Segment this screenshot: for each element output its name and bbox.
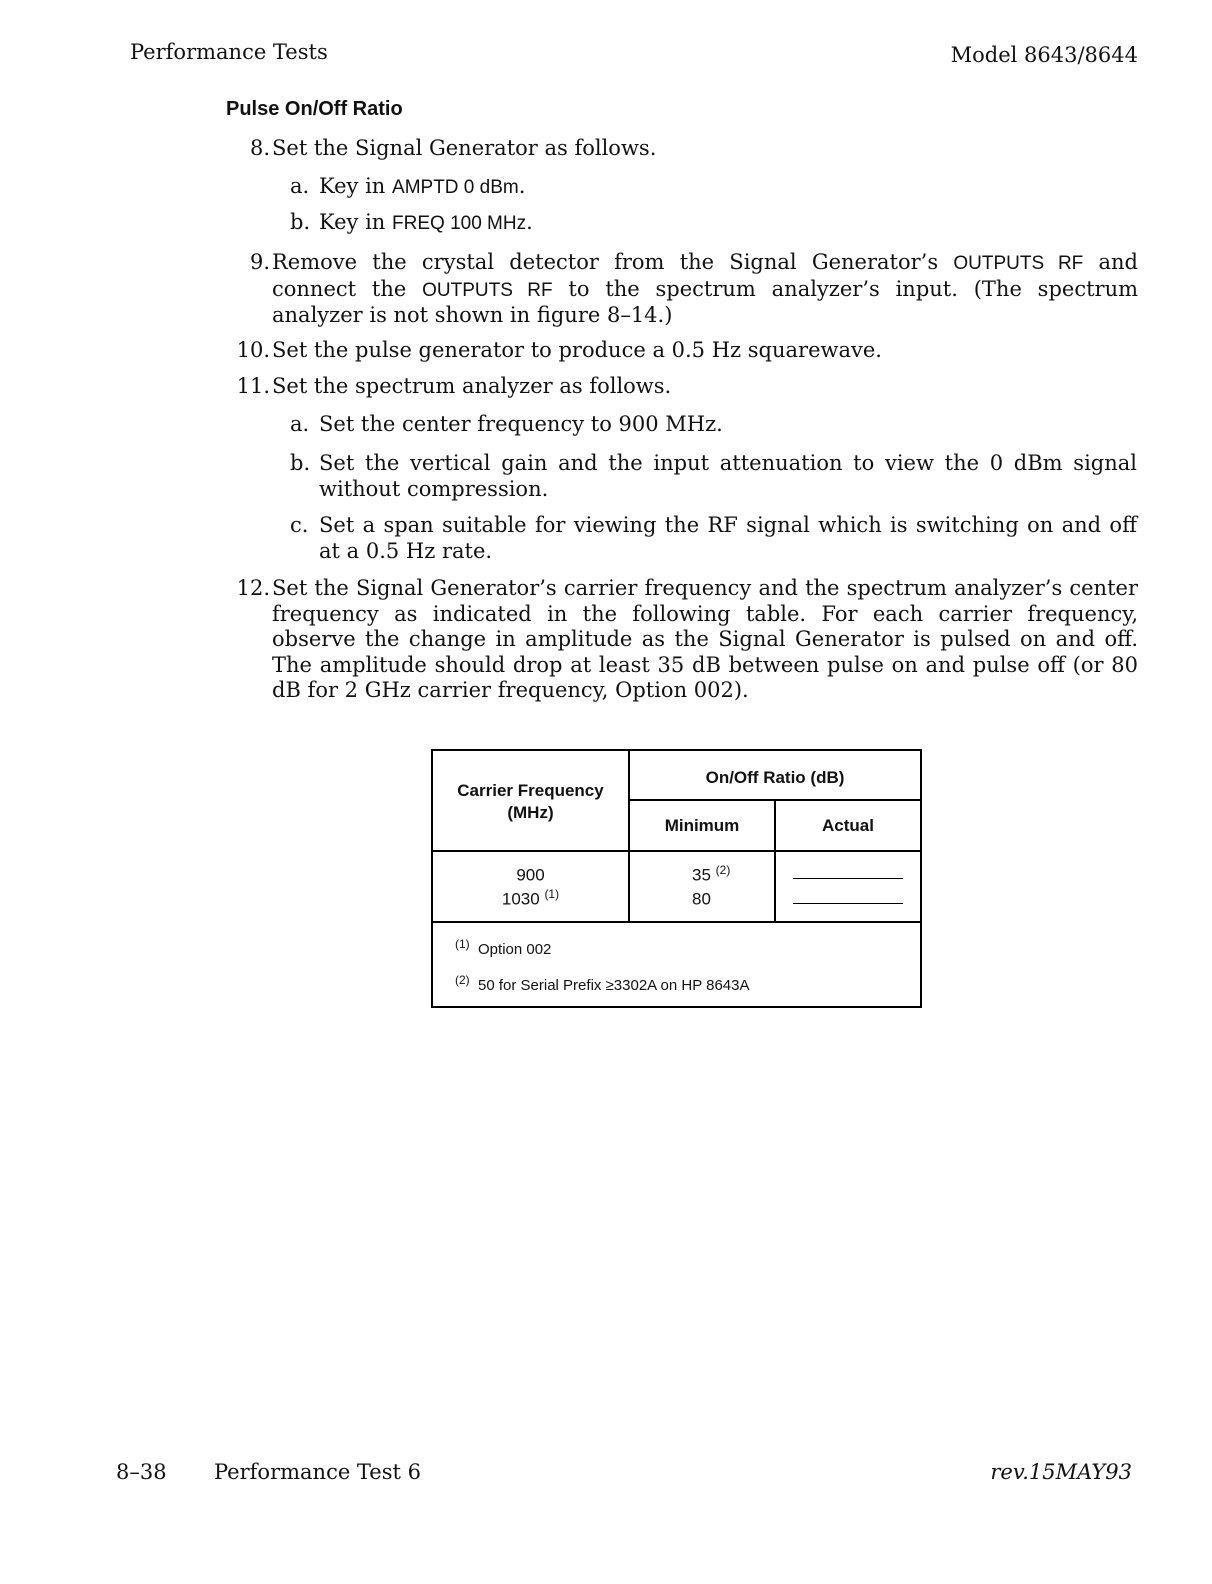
minimum-value: 35 <box>692 865 711 885</box>
step-text: Set the Signal Generator as follows. <box>272 136 657 160</box>
substep-text <box>319 210 533 237</box>
connector-label: OUTPUTS RF <box>953 253 1084 274</box>
text: to the spectrum analyzer’s input. (The spectrum analyzer is not shown in figure 8–14.) <box>272 276 1139 327</box>
substep-text <box>319 174 525 201</box>
step-number: 9. <box>249 250 270 274</box>
footnote-mark: (1) <box>544 887 560 901</box>
key-command: FREQ 100 MHz <box>392 213 527 234</box>
step-number: 10. <box>236 338 270 362</box>
substep-label: c. <box>290 513 309 537</box>
step-text: Set the Signal Generator’s carrier frequency and the spectrum analyzer’s center frequency as indicated in the following table. For each carrier frequency, observe the change in amplitude as the Signal Generator is pulsed on and off. The amplitude should drop at least 35 dB between pulse on and pulse off (or 80 dB for 2 GHz carrier frequency, Option 002). <box>272 576 1138 702</box>
step-text: Set the pulse generator to produce a 0.5 Hz squarewave. <box>272 338 882 362</box>
footnote-text: Option 002 <box>478 941 552 958</box>
text: and connect the <box>272 250 1138 301</box>
running-header-left: Performance Tests <box>130 40 328 64</box>
carrier-frequency-value: 1030 <box>501 889 540 909</box>
column-header-carrier-frequency <box>433 780 628 824</box>
table-row <box>433 887 628 910</box>
punct: . <box>526 210 533 234</box>
step-text: Set the spectrum analyzer as follows. <box>272 374 672 398</box>
substep-text: Set the center frequency to 900 MHz. <box>319 412 723 436</box>
text: Remove the crystal detector from the Signal Generator’s <box>272 250 954 274</box>
step-number: 12. <box>236 576 270 600</box>
text: Key in <box>319 174 393 198</box>
section-title: Pulse On/Off Ratio <box>226 98 403 120</box>
actual-entry-line <box>793 878 903 879</box>
carrier-frequency-value: 900 <box>516 865 545 885</box>
table-divider <box>433 921 920 923</box>
key-command: AMPTD 0 dBm <box>392 177 519 198</box>
table-divider <box>433 850 920 852</box>
substep-label: b. <box>290 451 311 475</box>
punct: . <box>518 174 526 198</box>
substep-text: Set the vertical gain and the input attenuation to view the 0 dBm signal without compression. <box>319 451 1137 501</box>
footnote-mark: (2) <box>455 973 470 987</box>
header-line: (MHz) <box>507 803 554 822</box>
column-header-minimum: Minimum <box>664 816 740 835</box>
text: Key in <box>319 210 393 234</box>
header-line: Carrier Frequency <box>457 781 604 800</box>
table-footnote <box>455 937 551 958</box>
actual-entry-line <box>793 903 903 904</box>
footnote-mark: (2) <box>715 863 731 877</box>
step-number: 8. <box>249 136 270 160</box>
column-group-header-on-off-ratio: On/Off Ratio (dB) <box>705 768 845 787</box>
table-footnote <box>455 973 749 994</box>
minimum-cell <box>630 887 774 910</box>
column-header-actual: Actual <box>822 816 874 835</box>
substep-text: Set a span suitable for viewing the RF signal which is switching on and off at a 0.5 Hz rate. <box>319 513 1137 563</box>
connector-label: OUTPUTS RF <box>422 279 553 301</box>
running-header-right: Model 8643/8644 <box>950 43 1138 67</box>
footnote-mark: (1) <box>455 937 470 951</box>
on-off-ratio-table <box>431 749 922 1008</box>
minimum-value: 80 <box>692 889 711 909</box>
minimum-cell <box>630 863 774 886</box>
revision-date: rev.15MAY93 <box>990 1460 1132 1484</box>
step-text <box>272 250 1138 329</box>
footnote-text: 50 for Serial Prefix ≥3302A on HP 8643A <box>478 977 750 994</box>
table-row <box>433 863 628 886</box>
page-number: 8–38 <box>116 1460 167 1484</box>
step-number: 11. <box>236 374 270 398</box>
table-divider <box>628 799 920 801</box>
substep-label: b. <box>290 210 311 234</box>
substep-label: a. <box>290 412 310 436</box>
substep-label: a. <box>290 174 310 198</box>
footer-title: Performance Test 6 <box>214 1460 421 1484</box>
